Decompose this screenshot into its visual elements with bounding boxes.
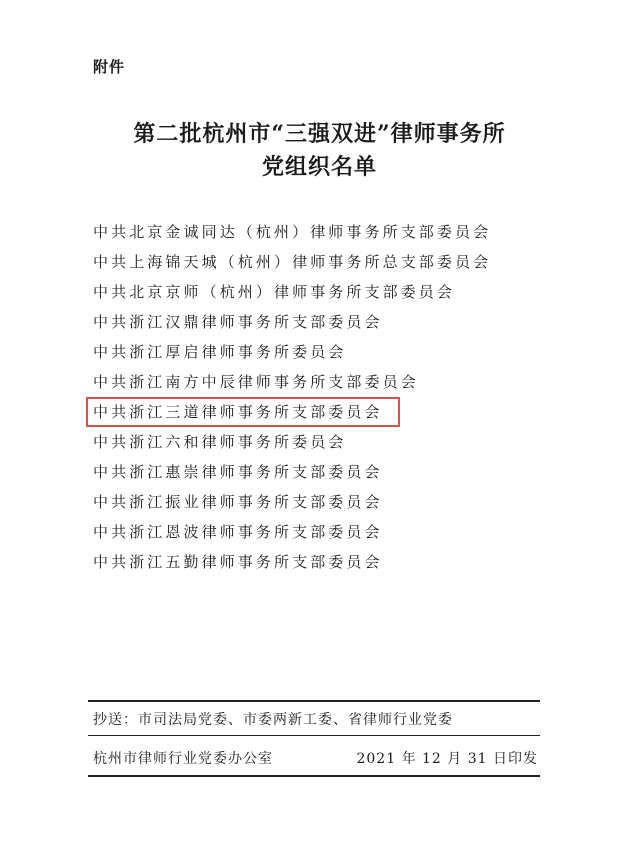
attachment-label: 附件 <box>93 58 126 76</box>
organization-item: 中共浙江恩波律师事务所支部委员会 <box>93 523 383 541</box>
footer-rule-top <box>88 700 540 702</box>
highlight-box <box>86 397 400 427</box>
issue-date: 2021 年 12 月 31 日印发 <box>356 751 538 767</box>
organization-item: 中共北京金诚同达（杭州）律师事务所支部委员会 <box>93 223 492 241</box>
organization-item: 中共浙江南方中辰律师事务所支部委员会 <box>93 373 419 391</box>
organization-item: 中共浙江振业律师事务所支部委员会 <box>93 493 383 511</box>
document-title-line-1: 第二批杭州市“三强双进”律师事务所 <box>133 121 506 147</box>
organization-item: 中共浙江惠崇律师事务所支部委员会 <box>93 463 383 481</box>
organization-item: 中共浙江汉鼎律师事务所支部委员会 <box>93 313 383 331</box>
organization-item: 中共浙江六和律师事务所委员会 <box>93 433 347 451</box>
issuing-office: 杭州市律师行业党委办公室 <box>93 751 273 767</box>
organization-item: 中共浙江厚启律师事务所委员会 <box>93 343 347 361</box>
footer-rule-middle <box>88 735 540 736</box>
document-title-line-2: 党组织名单 <box>261 154 377 180</box>
organization-item: 中共上海锦天城（杭州）律师事务所总支部委员会 <box>93 253 492 271</box>
footer-rule-bottom <box>88 775 540 777</box>
organization-item-highlighted: 中共浙江三道律师事务所支部委员会 <box>93 403 383 421</box>
organization-item: 中共北京京师（杭州）律师事务所支部委员会 <box>93 283 456 301</box>
cc-recipients: 抄送：市司法局党委、市委两新工委、省律师行业党委 <box>93 712 453 728</box>
organization-item: 中共浙江五勤律师事务所支部委员会 <box>93 553 383 571</box>
